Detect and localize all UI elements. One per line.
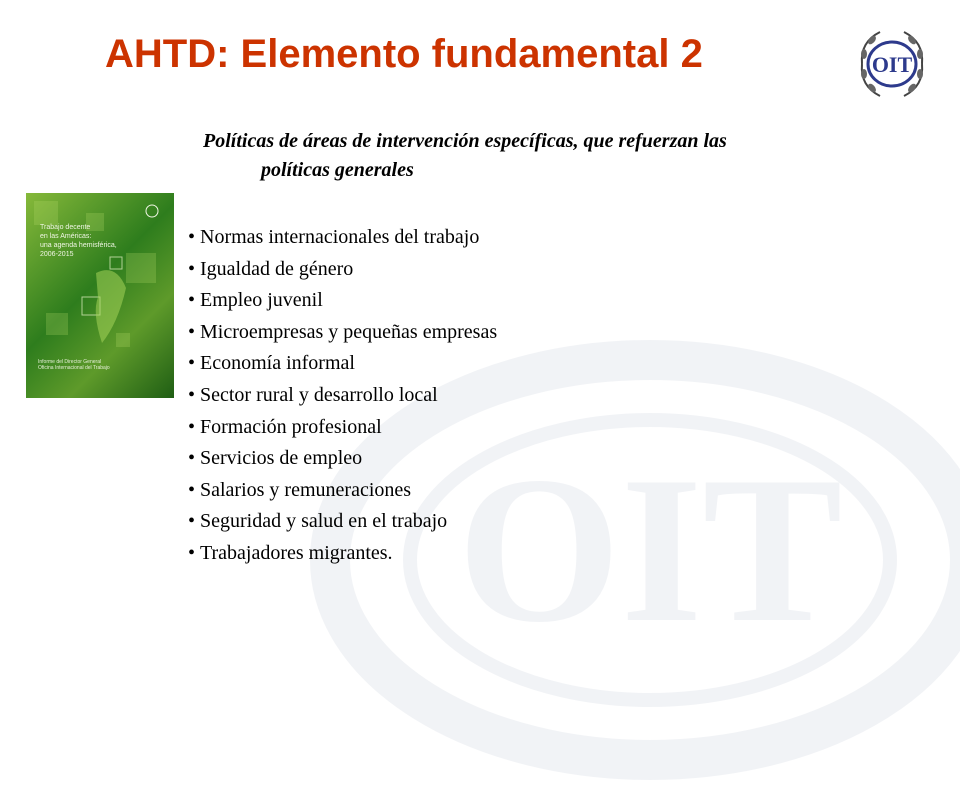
list-item-text: Servicios de empleo [200, 447, 363, 470]
list-item [188, 348, 497, 380]
cover-footer: Informe del Director General Oficina Internacional del Trabajo [38, 359, 110, 371]
book-cover-image [26, 193, 174, 398]
list-item [188, 475, 497, 507]
list-item-text: Empleo juvenil [200, 289, 323, 312]
list-item [188, 538, 497, 570]
list-item-text: Salarios y remuneraciones [200, 478, 412, 501]
list-item-text: Sector rural y desarrollo local [200, 383, 438, 406]
slide-title: AHTD: Elemento fundamental 2 [105, 32, 703, 76]
svg-text:OIT: OIT [871, 52, 913, 77]
bullet-dot: • [188, 478, 196, 501]
bullet-dot: • [188, 447, 196, 470]
list-item [188, 412, 497, 444]
list-item-text: Igualdad de género [200, 257, 354, 280]
bullet-dot: • [188, 320, 196, 343]
subtitle-line-1: Políticas de áreas de intervención específicas, que refuerzan las [203, 130, 727, 152]
list-item-text: Normas internacionales del trabajo [200, 226, 480, 248]
list-item [188, 254, 497, 286]
cover-title: Trabajo decente en las Américas: una agenda hemisférica, 2006-2015 [40, 224, 117, 258]
bullet-dot: • [188, 510, 196, 533]
list-item [188, 317, 497, 349]
bullet-dot: • [188, 383, 196, 406]
list-item [188, 222, 497, 254]
svg-text:OIT: OIT [457, 434, 843, 666]
list-item-text: Formación profesional [200, 415, 382, 438]
bullet-dot: • [188, 226, 196, 248]
bullet-dot: • [188, 352, 196, 375]
list-item [188, 443, 497, 475]
list-item-text: Trabajadores migrantes. [200, 541, 393, 564]
list-item-text: Seguridad y salud en el trabajo [200, 510, 448, 533]
list-item [188, 285, 497, 317]
list-item [188, 380, 497, 412]
list-item [188, 506, 497, 538]
list-item-text: Economía informal [200, 352, 355, 375]
oit-emblem-icon [852, 24, 932, 104]
bullet-dot: • [188, 541, 196, 564]
bullet-dot: • [188, 289, 196, 312]
subtitle-line-2: políticas generales [261, 159, 414, 181]
list-item-text: Microempresas y pequeñas empresas [200, 320, 498, 343]
bullet-dot: • [188, 415, 196, 438]
bullet-list [188, 222, 497, 570]
bullet-dot: • [188, 257, 196, 280]
slide-subtitle [203, 127, 943, 185]
